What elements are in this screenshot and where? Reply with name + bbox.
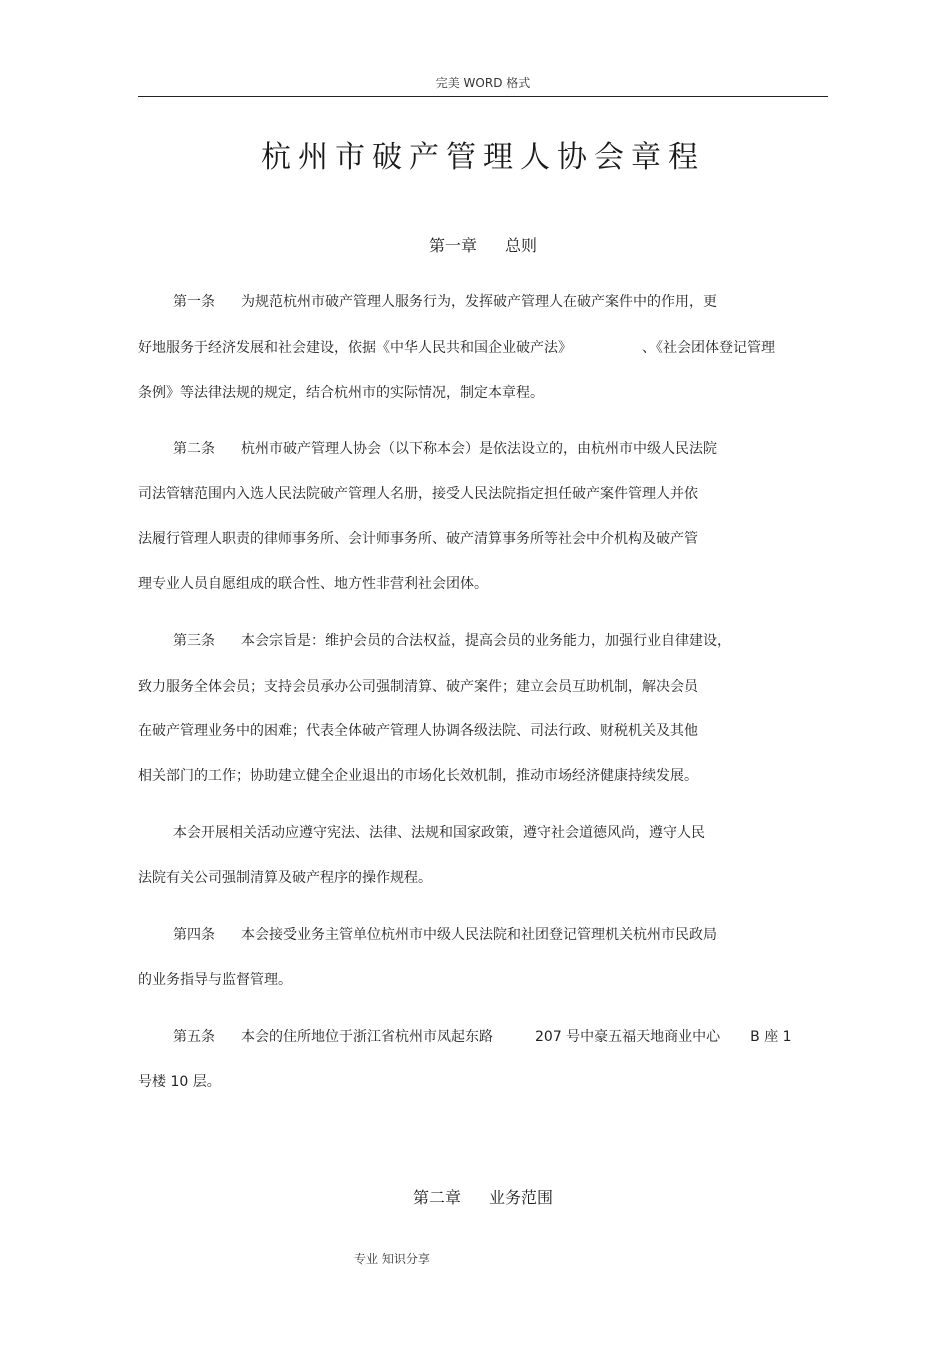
article-2-line-2: 司法管辖范围内入选人民法院破产管理人名册，接受人民法院指定担任破产案件管理人并依 [138, 486, 698, 502]
article-5-line-2: 号楼 10 层。 [138, 1074, 221, 1090]
article-1-line-3: 条例》等法律法规的规定，结合杭州市的实际情况，制定本章程。 [138, 385, 544, 401]
article-label: 第五条 [173, 1029, 215, 1045]
article-text: 本会接受业务主管单位杭州市中级人民法院和社团登记管理机关杭州市民政局 [241, 927, 717, 943]
article-text: 本会宗旨是：维护会员的合法权益，提高会员的业务能力，加强行业自律建设， [241, 633, 731, 649]
chapter-heading-2 [138, 1185, 828, 1208]
article-text: 本会的住所地位于浙江省杭州市凤起东路 [241, 1029, 493, 1045]
header-divider [138, 96, 828, 97]
article-3-line-4: 相关部门的工作；协助建立健全企业退出的市场化长效机制，推动市场经济健康持续发展。 [138, 768, 698, 784]
article-3-para-2-line-1: 本会开展相关活动应遵守宪法、法律、法规和国家政策，遵守社会道德风尚，遵守人民 [173, 825, 705, 841]
article-label: 第四条 [173, 927, 215, 943]
chapter-number: 第二章 [412, 1188, 461, 1207]
chapter-name: 业务范围 [489, 1188, 554, 1207]
article-text: 好地服务于经济发展和社会建设，依据《中华人民共和国企业破产法》 [138, 340, 572, 356]
article-3-line-1 [173, 631, 731, 651]
article-label: 第二条 [173, 441, 215, 457]
article-text: 、《社会团体登记管理 [642, 340, 775, 356]
document-title: 杭州市破产管理人协会章程 [261, 140, 705, 175]
page-footer: 专业 知识分享 [354, 1252, 430, 1266]
article-4-line-2: 的业务指导与监督管理。 [138, 972, 292, 988]
chapter-number: 第一章 [428, 236, 477, 255]
article-text: B 座 1 [750, 1029, 792, 1045]
article-2-line-3: 法履行管理人职责的律师事务所、会计师事务所、破产清算事务所等社会中介机构及破产管 [138, 531, 698, 547]
page-header: 完美 WORD 格式 [435, 76, 531, 90]
article-text: 为规范杭州市破产管理人服务行为，发挥破产管理人在破产案件中的作用，更 [241, 294, 717, 310]
article-5-line-1 [173, 1027, 792, 1047]
article-2-line-1 [173, 439, 717, 459]
article-text: 207 号中豪五福天地商业中心 [535, 1029, 721, 1045]
article-label: 第一条 [173, 294, 215, 310]
article-1-line-1 [173, 292, 717, 312]
article-label: 第三条 [173, 633, 215, 649]
article-3-para-2-line-2: 法院有关公司强制清算及破产程序的操作规程。 [138, 870, 432, 886]
article-text: 杭州市破产管理人协会（以下称本会）是依法设立的，由杭州市中级人民法院 [241, 441, 717, 457]
article-1-line-2 [138, 338, 775, 358]
article-4-line-1 [173, 925, 717, 945]
chapter-name: 总则 [505, 236, 538, 255]
article-3-line-2: 致力服务全体会员；支持会员承办公司强制清算、破产案件；建立会员互助机制，解决会员 [138, 679, 698, 695]
chapter-heading-1 [138, 233, 828, 256]
article-2-line-4: 理专业人员自愿组成的联合性、地方性非营利社会团体。 [138, 576, 488, 592]
article-3-line-3: 在破产管理业务中的困难；代表全体破产管理人协调各级法院、司法行政、财税机关及其他 [138, 723, 698, 739]
